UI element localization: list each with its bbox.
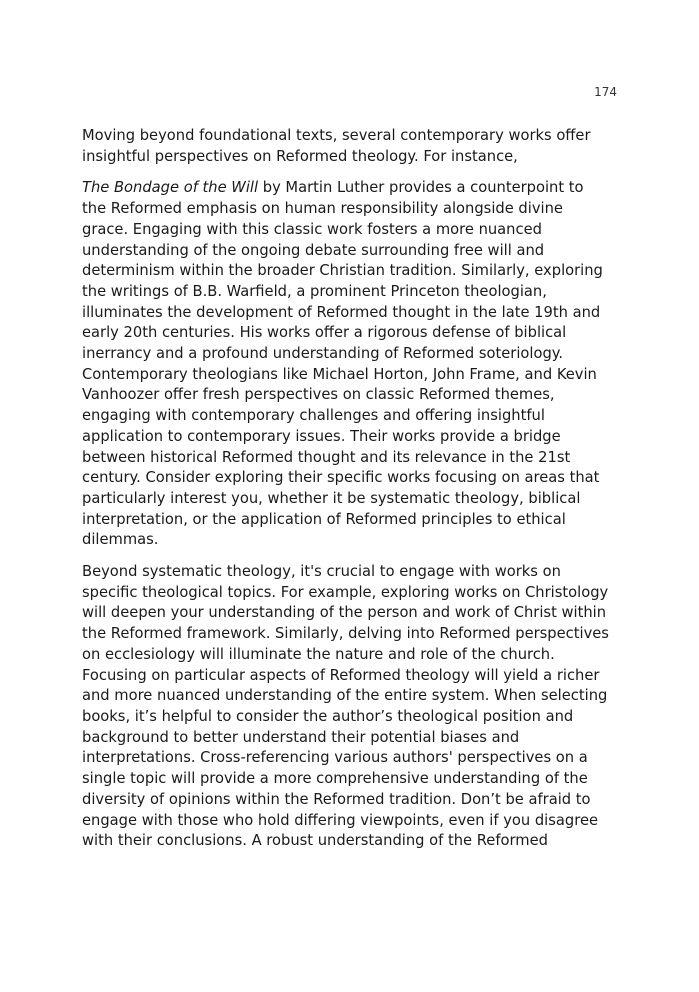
text-line: determinism within the broader Christian tradition. Similarly, exploring bbox=[82, 262, 603, 280]
text-line: inerrancy and a profound understanding of Reformed soteriology. bbox=[82, 345, 564, 363]
text-line: specific theological topics. For example, exploring works on Christology bbox=[82, 583, 609, 601]
text-line: and more nuanced understanding of the entire system. When selecting bbox=[82, 687, 608, 705]
text-line: Moving beyond foundational texts, several contemporary works offer bbox=[82, 127, 591, 144]
text-line: diversity of opinions within the Reformed tradition. Don’t be afraid to bbox=[82, 790, 591, 808]
text-line: dilemmas. bbox=[82, 531, 159, 549]
text-line: grace. Engaging with this classic work fosters a more nuanced bbox=[82, 220, 542, 238]
text-line: the writings of B.B. Warfield, a prominent Princeton theologian, bbox=[82, 282, 547, 300]
text-line: Focusing on particular aspects of Reformed theology will yield a richer bbox=[82, 666, 600, 684]
text-line: single topic will provide a more comprehensive understanding of the bbox=[82, 770, 588, 788]
text-line: application to contemporary issues. Their works provide a bridge bbox=[82, 427, 561, 445]
text-line: interpretations. Cross-referencing various authors' perspectives on a bbox=[82, 749, 588, 767]
book-title: The Bondage of the Will bbox=[82, 179, 259, 197]
page-number: 174 bbox=[594, 85, 617, 99]
text-line: the Reformed framework. Similarly, delving into Reformed perspectives bbox=[82, 625, 609, 643]
page-body bbox=[82, 126, 618, 852]
text-fragment: by Martin Luther provides a counterpoint to bbox=[258, 179, 584, 197]
text-line: early 20th centuries. His works offer a rigorous defense of biblical bbox=[82, 324, 567, 342]
text-line: engaging with contemporary challenges and offering insightful bbox=[82, 407, 545, 425]
text-line: interpretation, or the application of Reformed principles to ethical bbox=[82, 510, 566, 528]
text-line: century. Consider exploring their specific works focusing on areas that bbox=[82, 469, 600, 487]
text-line: Beyond systematic theology, it's crucial to engage with works on bbox=[82, 563, 561, 581]
paragraph-intro bbox=[82, 126, 618, 167]
text-line: illuminates the development of Reformed thought in the late 19th and bbox=[82, 303, 601, 321]
text-line: the Reformed emphasis on human responsibility alongside divine bbox=[82, 200, 563, 218]
paragraph-contemporary-works bbox=[82, 178, 618, 551]
paragraph-specific-topics bbox=[82, 562, 618, 852]
text-line: understanding of the ongoing debate surrounding free will and bbox=[82, 241, 545, 259]
text-line: engage with those who hold differing viewpoints, even if you disagree bbox=[82, 811, 599, 829]
text-line: Contemporary theologians like Michael Horton, John Frame, and Kevin bbox=[82, 365, 597, 383]
text-line: on ecclesiology will illuminate the nature and role of the church. bbox=[82, 645, 555, 663]
text-line: particularly interest you, whether it be systematic theology, biblical bbox=[82, 489, 581, 507]
text-line: Vanhoozer offer fresh perspectives on classic Reformed themes, bbox=[82, 386, 555, 404]
text-line: will deepen your understanding of the person and work of Christ within bbox=[82, 604, 607, 622]
text-line: with their conclusions. A robust understanding of the Reformed bbox=[82, 832, 548, 850]
text-line: insightful perspectives on Reformed theology. For instance, bbox=[82, 147, 518, 165]
text-line: background to better understand their potential biases and bbox=[82, 728, 520, 746]
text-line: books, it’s helpful to consider the author’s theological position and bbox=[82, 707, 574, 725]
text-line bbox=[82, 178, 618, 199]
text-line: between historical Reformed thought and its relevance in the 21st bbox=[82, 448, 571, 466]
